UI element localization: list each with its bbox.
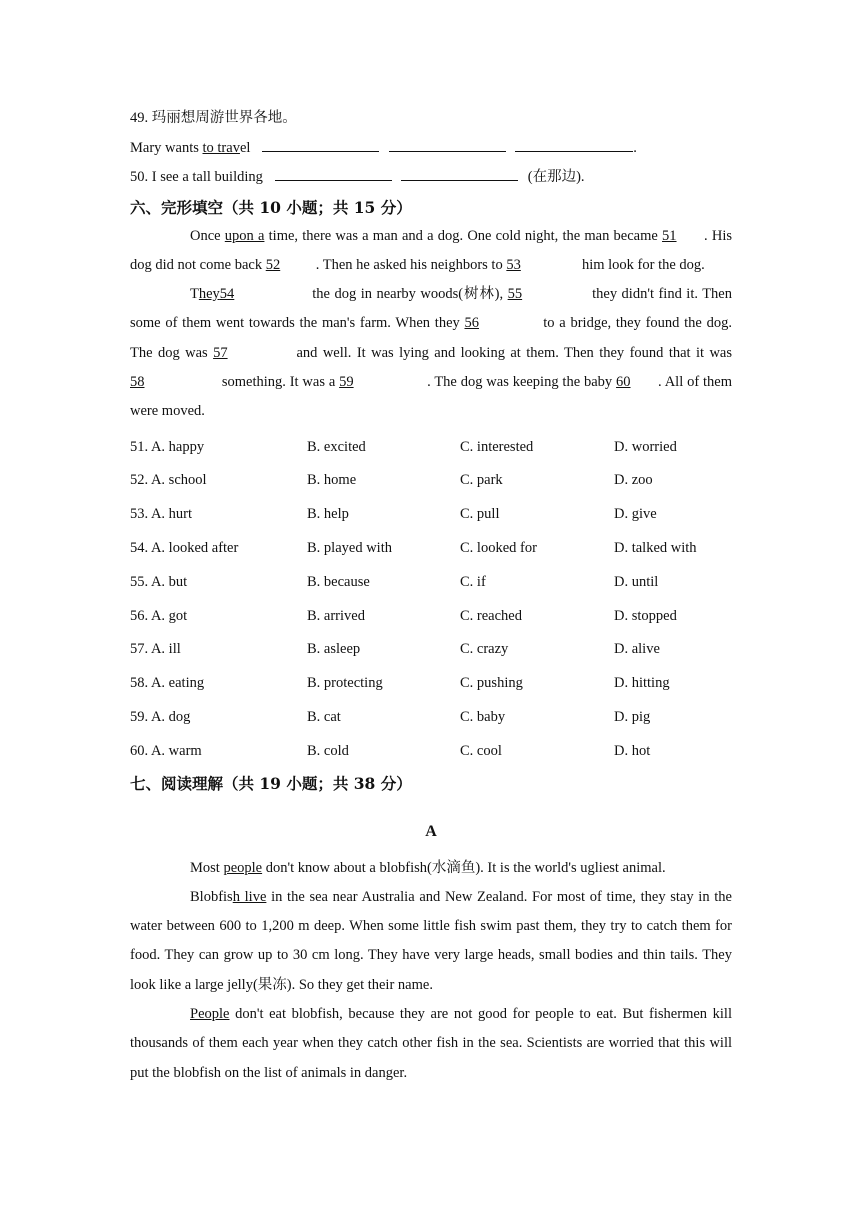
option[interactable]: 58. A. eating xyxy=(130,675,205,692)
option-row xyxy=(130,701,732,735)
gap-59[interactable]: 59 xyxy=(339,373,354,390)
option[interactable]: B. cold xyxy=(307,742,349,759)
option-row xyxy=(130,431,732,465)
option[interactable]: C. pull xyxy=(460,506,500,523)
answer-blank[interactable] xyxy=(275,165,392,181)
option[interactable]: C. crazy xyxy=(460,641,509,658)
cloze-options xyxy=(130,431,732,769)
option[interactable]: D. hitting xyxy=(614,675,670,692)
option[interactable]: C. park xyxy=(460,472,503,489)
option-row xyxy=(130,532,732,566)
section-title-cloze: 六、完形填空（共 10 小题；共 15 分） xyxy=(130,197,412,217)
option[interactable]: C. pushing xyxy=(460,675,523,692)
option[interactable]: B. protecting xyxy=(307,675,383,692)
option[interactable]: D. until xyxy=(614,573,659,590)
option-row xyxy=(130,633,732,667)
q50-sentence: 50. I see a tall building (在那边). xyxy=(130,163,732,193)
option[interactable]: 51. A. happy xyxy=(130,438,205,455)
passage-paragraph-3: People don't eat blobfish, because they are not good for people to eat. But fishermen kill thousands of them each year when they catch other fish in the sea. Scientists are worried that this will put the blobfish on the list of animals in danger. xyxy=(130,1006,732,1081)
option-row xyxy=(130,667,732,701)
section-title-reading: 七、阅读理解（共 19 小题；共 38 分） xyxy=(130,773,412,793)
gap-57[interactable]: 57 xyxy=(213,344,228,361)
option[interactable]: C. baby xyxy=(460,708,506,725)
cloze-paragraph-2: They54 the dog in nearby woods(树林), 55 they didn't find it. Then some of them went towards the man's farm. When they 56 to a bridge, they found the dog. The dog was 57 and well. It was lying and looking at them. Then they found that it was 58 something. It was a 59 . The dog was keeping the baby 60 . All of them were moved. xyxy=(130,280,732,426)
q49-sentence: Mary wants to travel . xyxy=(130,134,732,164)
gap-51[interactable]: 51 xyxy=(662,227,677,244)
option[interactable]: C. looked for xyxy=(460,539,537,556)
option[interactable]: D. hot xyxy=(614,742,651,759)
option[interactable]: C. interested xyxy=(460,438,534,455)
option[interactable]: C. cool xyxy=(460,742,502,759)
option[interactable]: C. reached xyxy=(460,607,522,624)
option-row xyxy=(130,735,732,769)
gap-58[interactable]: 58 xyxy=(130,373,145,390)
gap-53[interactable]: 53 xyxy=(506,256,521,273)
option[interactable]: 57. A. ill xyxy=(130,641,181,658)
option-row xyxy=(130,566,732,600)
passage-paragraph-1: Most people don't know about a blobfish(水滴鱼). It is the world's ugliest animal. xyxy=(190,859,666,876)
option[interactable]: B. asleep xyxy=(307,641,361,658)
gap-55[interactable]: 55 xyxy=(507,286,523,303)
option[interactable]: B. played with xyxy=(307,539,392,556)
q49-prompt: 49. 玛丽想周游世界各地。 xyxy=(130,110,297,126)
cloze-paragraph-1: Once upon a time, there was a man and a dog. One cold night, the man became 51 . His dog did not come back 52 . Then he asked his neighbors to 53 him look for the dog. xyxy=(130,222,732,281)
option[interactable]: B. cat xyxy=(307,708,341,725)
option-row xyxy=(130,464,732,498)
option[interactable]: D. zoo xyxy=(614,472,653,489)
passage-paragraph-2: Blobfish live in the sea near Australia and New Zealand. For most of time, they stay in the water between 600 to 1,200 m deep. When some little fish swim past them, they try to catch them for food. They can grow up to 30 cm long. They have very large heads, small bodies and thin tails. They look like a large jelly(果冻). So they get their name. xyxy=(130,888,732,993)
option[interactable]: B. excited xyxy=(307,438,366,455)
option[interactable]: 53. A. hurt xyxy=(130,506,193,523)
answer-blank[interactable] xyxy=(401,165,518,181)
option[interactable]: 52. A. school xyxy=(130,472,207,489)
option[interactable]: D. alive xyxy=(614,641,660,658)
option[interactable]: 54. A. looked after xyxy=(130,539,239,556)
option[interactable]: B. home xyxy=(307,472,357,489)
gap-56[interactable]: 56 xyxy=(464,315,479,332)
option[interactable]: D. give xyxy=(614,506,657,523)
option[interactable]: 55. A. but xyxy=(130,573,188,590)
option[interactable]: D. talked with xyxy=(614,539,697,556)
option-row xyxy=(130,600,732,634)
answer-blank[interactable] xyxy=(515,136,633,152)
gap-54[interactable]: 54 xyxy=(219,286,235,303)
option[interactable]: D. stopped xyxy=(614,607,677,624)
answer-blank[interactable] xyxy=(389,136,506,152)
option[interactable]: C. if xyxy=(460,573,486,590)
exam-page xyxy=(130,104,732,1088)
answer-blank[interactable] xyxy=(262,136,379,152)
option-row xyxy=(130,498,732,532)
option[interactable]: 60. A. warm xyxy=(130,742,202,759)
option[interactable]: D. worried xyxy=(614,438,677,455)
option[interactable]: D. pig xyxy=(614,708,651,725)
gap-52[interactable]: 52 xyxy=(265,256,281,273)
option[interactable]: 56. A. got xyxy=(130,607,188,624)
gap-60[interactable]: 60 xyxy=(616,373,631,390)
option[interactable]: B. because xyxy=(307,573,370,590)
option[interactable]: B. arrived xyxy=(307,607,365,624)
option[interactable]: B. help xyxy=(307,506,349,523)
option[interactable]: 59. A. dog xyxy=(130,708,191,725)
passage-label: A xyxy=(425,822,437,840)
